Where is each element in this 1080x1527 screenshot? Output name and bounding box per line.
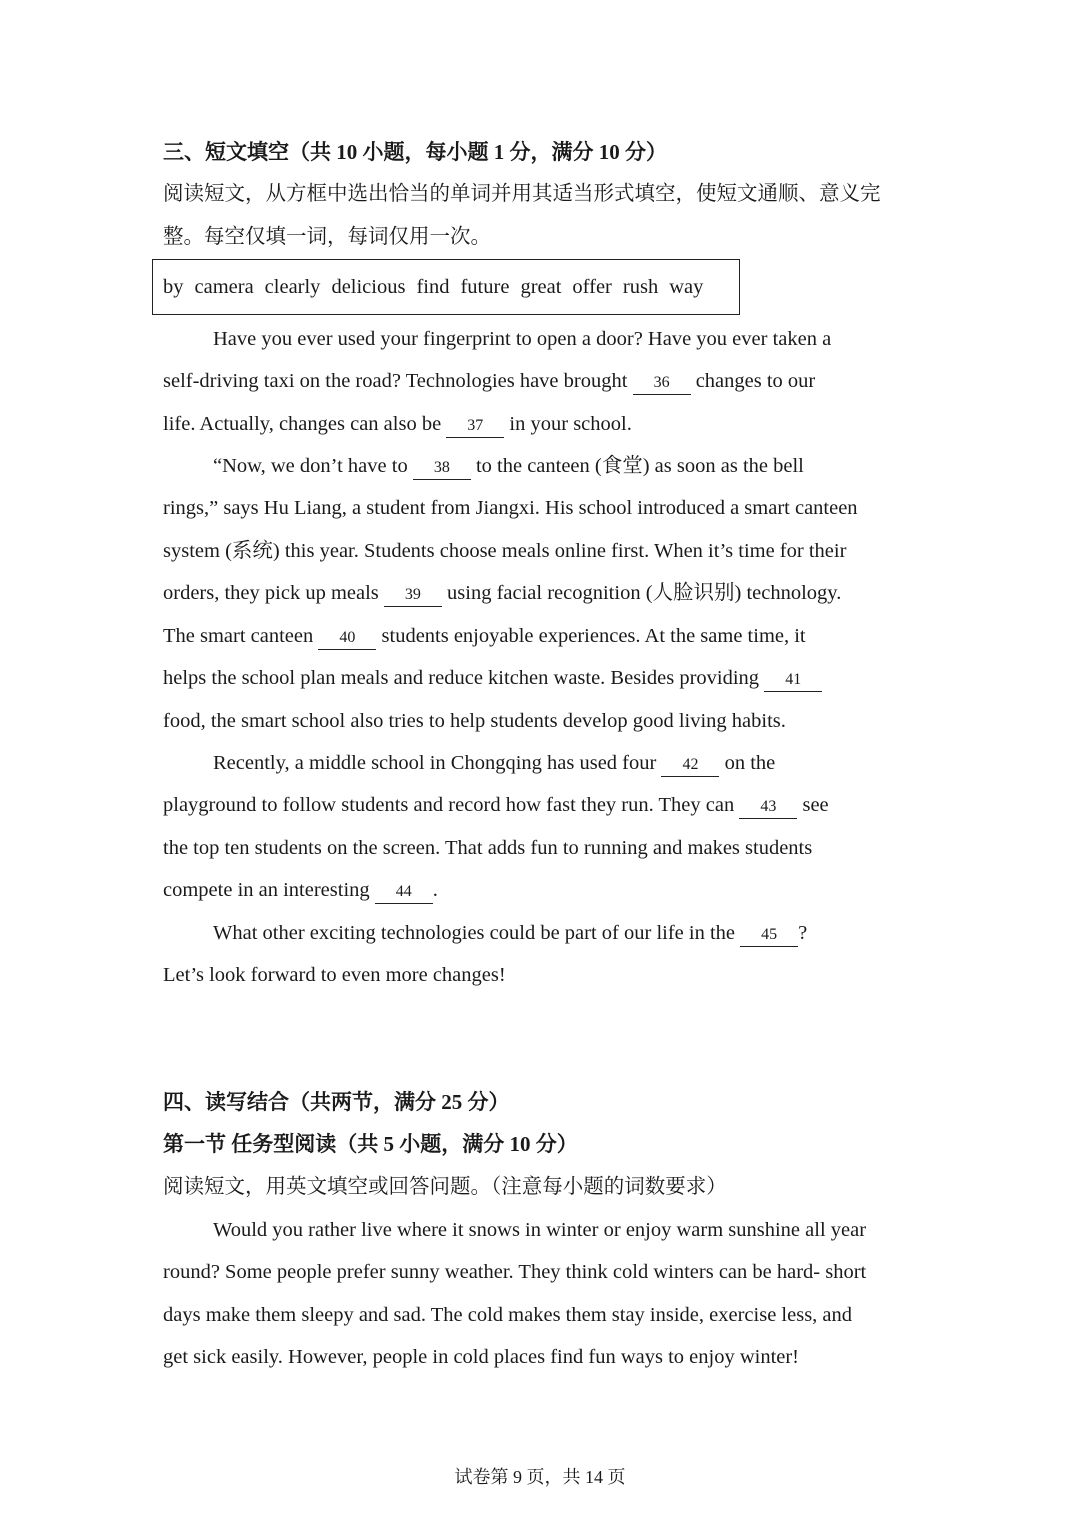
section4-instruction: 阅读短文，用英文填空或回答问题。（注意每小题的词数要求）: [163, 1176, 727, 1198]
page-footer: 试卷第 9 页，共 14 页: [454, 1467, 626, 1487]
word-bank-item: delicious: [331, 275, 406, 298]
section3-instruction-line2: 整。每空仅填一词，每词仅用一次。: [163, 226, 491, 248]
section4-title: 四、读写结合（共两节，满分 25 分）: [163, 1090, 510, 1114]
word-bank-item: find: [416, 275, 450, 298]
word-bank-box: [152, 259, 740, 315]
blank-45[interactable]: 45: [740, 924, 798, 947]
word-bank-item: offer: [572, 275, 612, 298]
word-bank-item: clearly: [264, 275, 321, 298]
word-bank-item: way: [669, 275, 704, 298]
passage-line: system (系统) this year. Students choose meals online first. When it’s time for their: [163, 540, 847, 562]
blank-43[interactable]: 43: [739, 796, 797, 819]
passage-line: self-driving taxi on the road? Technologies have brought 36 changes to our: [163, 367, 815, 395]
word-bank-item: camera: [194, 275, 254, 298]
blank-37[interactable]: 37: [446, 415, 504, 438]
passage-line: Recently, a middle school in Chongqing has used four 42 on the: [213, 749, 775, 777]
word-bank-item: great: [520, 275, 562, 298]
section3-title: 三、短文填空（共 10 小题，每小题 1 分，满分 10 分）: [163, 140, 667, 164]
word-bank-item: future: [460, 275, 510, 298]
passage-line: helps the school plan meals and reduce kitchen waste. Besides providing 41: [163, 664, 822, 692]
section4-subtitle: 第一节 任务型阅读（共 5 小题，满分 10 分）: [163, 1132, 578, 1156]
blank-36[interactable]: 36: [633, 372, 691, 395]
passage-line: food, the smart school also tries to help students develop good living habits.: [163, 710, 786, 732]
passage-line: days make them sleepy and sad. The cold makes them stay inside, exercise less, and: [163, 1304, 853, 1326]
passage-line: compete in an interesting 44 .: [163, 876, 438, 904]
blank-41[interactable]: 41: [764, 669, 822, 692]
passage-line: The smart canteen 40 students enjoyable experiences. At the same time, it: [163, 622, 806, 650]
passage-line: “Now, we don’t have to 38 to the canteen (食堂) as soon as the bell: [213, 452, 804, 480]
passage-line: What other exciting technologies could be part of our life in the 45 ?: [213, 919, 807, 947]
passage-line: orders, they pick up meals 39 using facial recognition (人脸识别) technology.: [163, 579, 841, 607]
passage-line: Would you rather live where it snows in winter or enjoy warm sunshine all year: [213, 1219, 867, 1241]
passage-line: rings,” says Hu Liang, a student from Jiangxi. His school introduced a smart canteen: [163, 497, 858, 519]
blank-40[interactable]: 40: [318, 627, 376, 650]
passage-line: Have you ever used your fingerprint to open a door? Have you ever taken a: [213, 328, 832, 350]
passage-line: playground to follow students and record how fast they run. They can 43 see: [163, 791, 829, 819]
blank-38[interactable]: 38: [413, 457, 471, 480]
passage-line: round? Some people prefer sunny weather. They think cold winters can be hard- short: [163, 1261, 867, 1283]
section3-instruction-line1: 阅读短文，从方框中选出恰当的单词并用其适当形式填空，使短文通顺、意义完: [163, 183, 881, 205]
blank-39[interactable]: 39: [384, 584, 442, 607]
passage-line: get sick easily. However, people in cold places find fun ways to enjoy winter!: [163, 1346, 800, 1368]
word-bank-item: rush: [622, 275, 659, 298]
passage-line: life. Actually, changes can also be 37 in your school.: [163, 410, 632, 438]
passage-line: the top ten students on the screen. That adds fun to running and makes students: [163, 837, 813, 859]
blank-44[interactable]: 44: [375, 881, 433, 904]
word-bank-item: by: [163, 275, 184, 298]
blank-42[interactable]: 42: [661, 754, 719, 777]
passage-line: Let’s look forward to even more changes!: [163, 964, 506, 986]
